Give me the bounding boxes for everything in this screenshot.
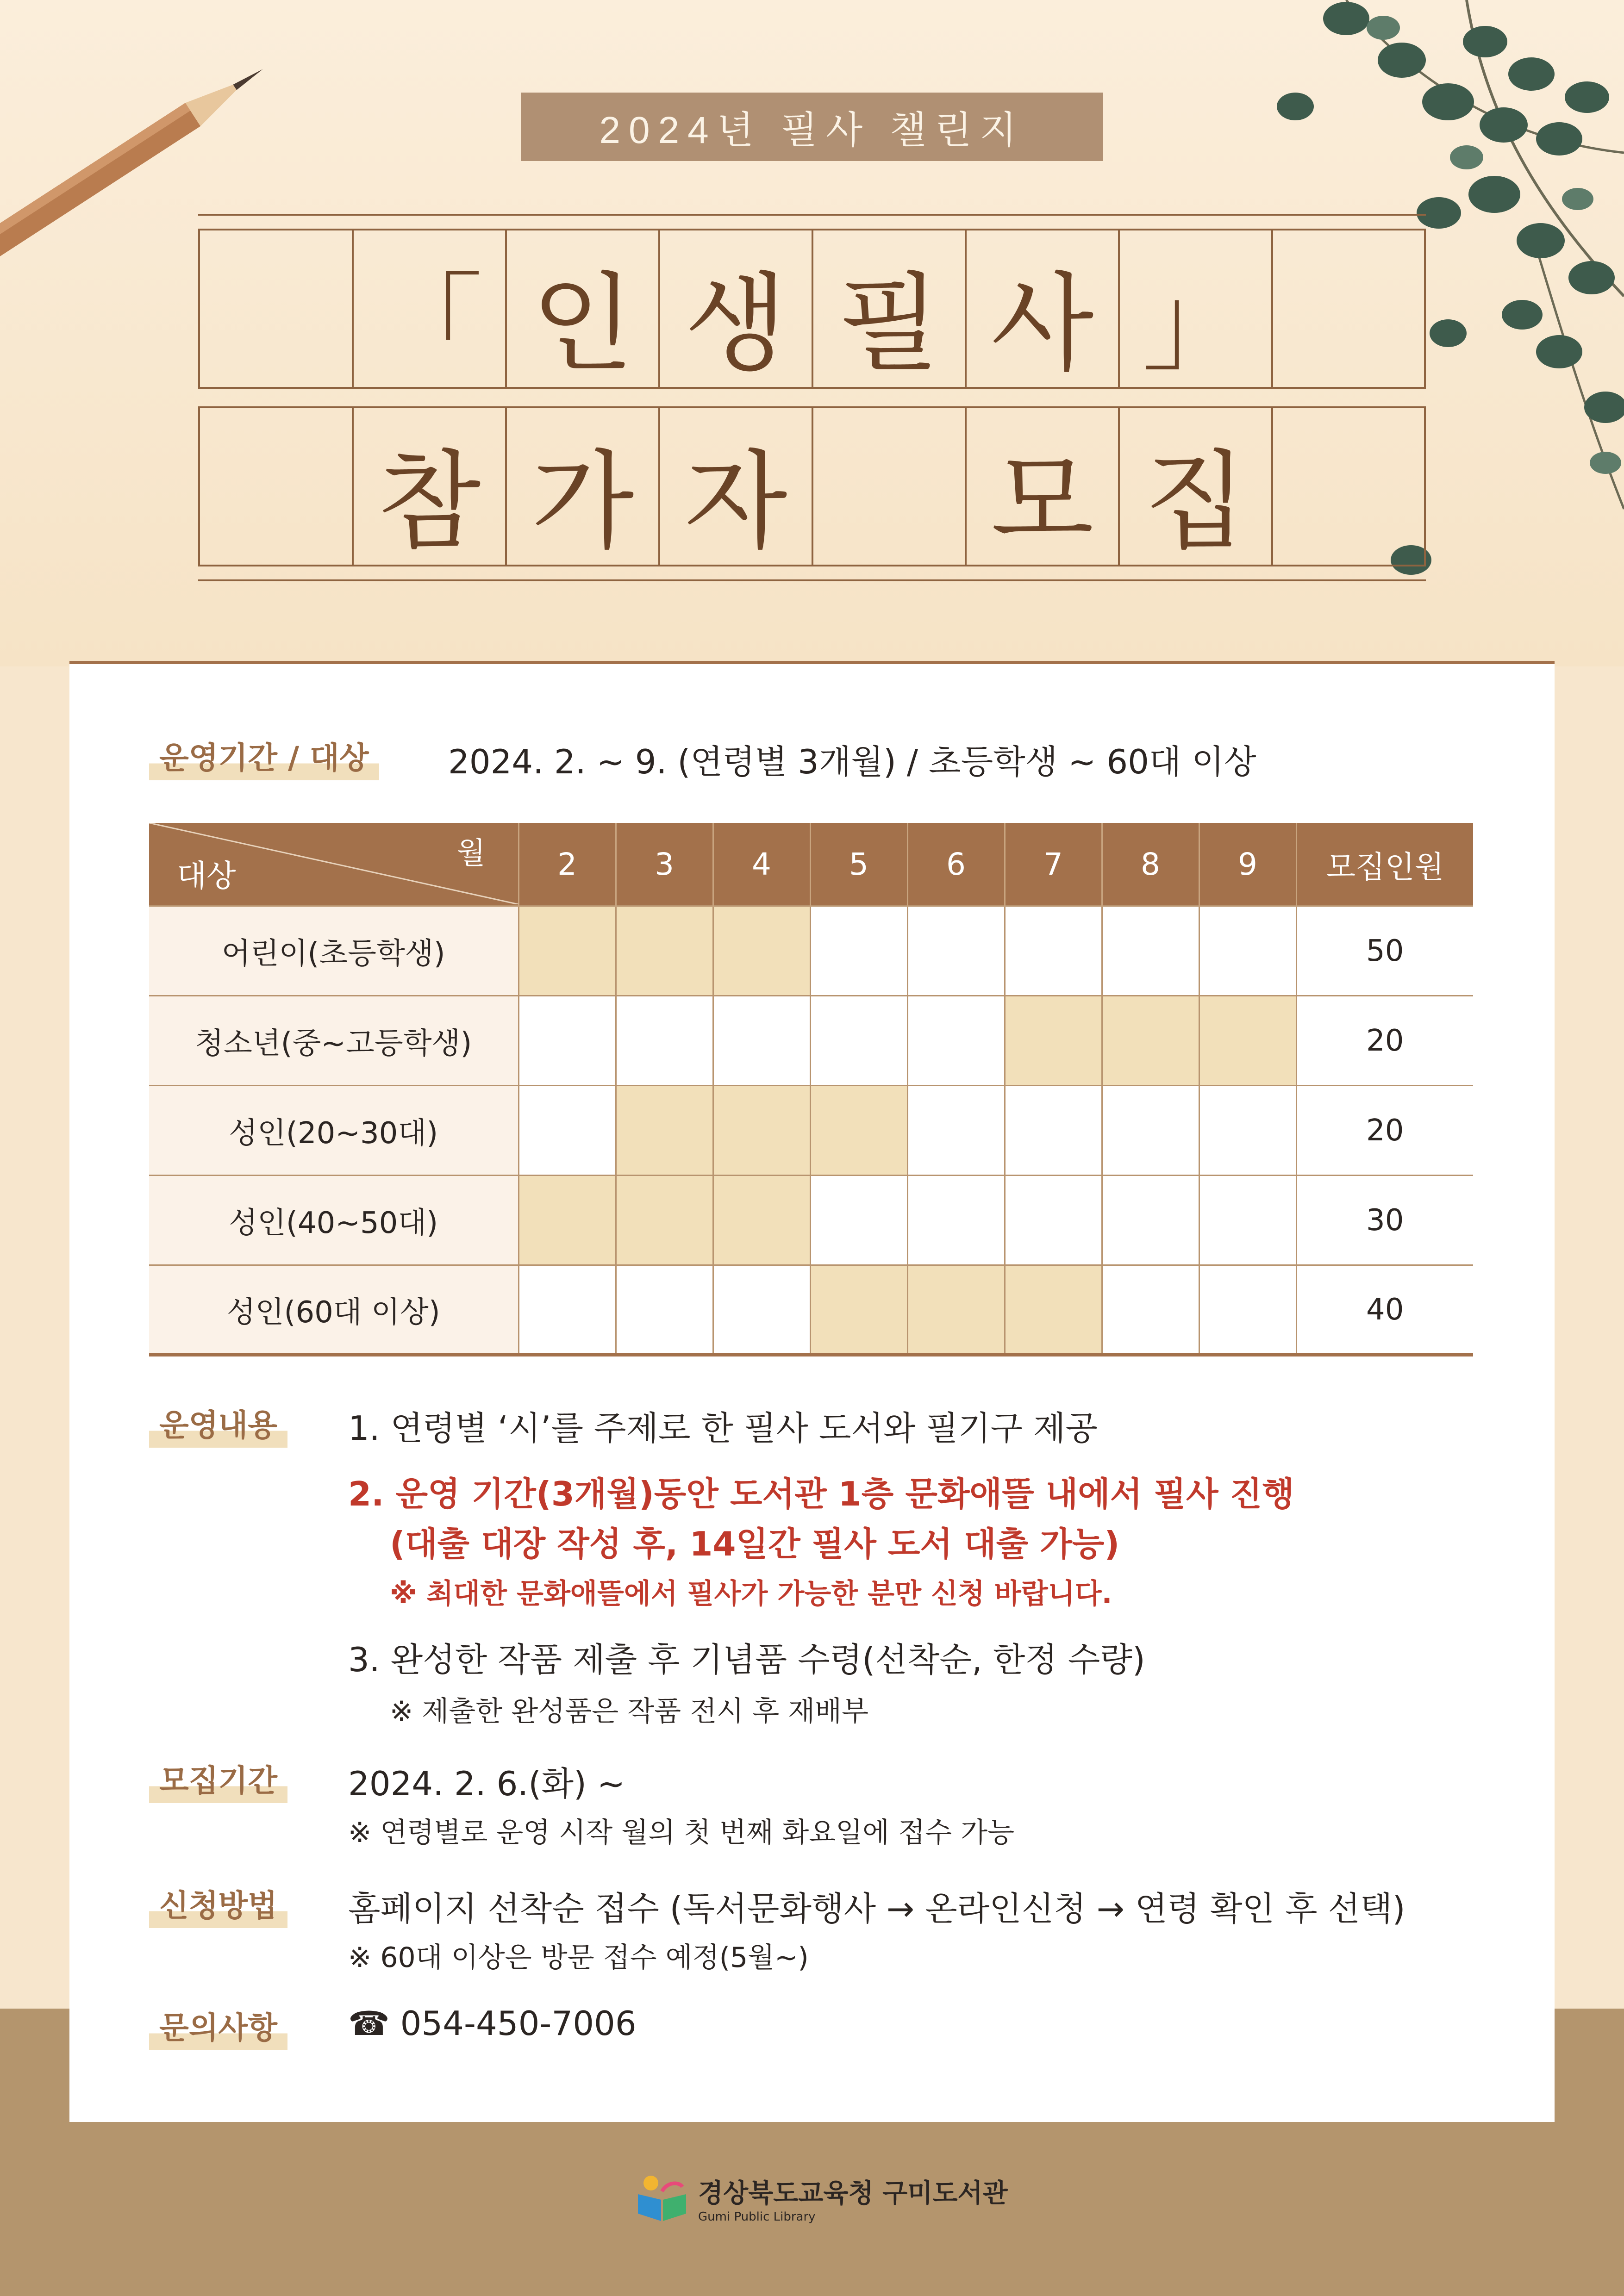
row-count: 40 — [1296, 1265, 1473, 1355]
corner-month-label: 월 — [456, 836, 486, 871]
row-count: 30 — [1296, 1176, 1473, 1265]
month-cell — [810, 906, 907, 996]
row-group: 성인(60대 이상) — [149, 1265, 518, 1355]
row-count: 20 — [1296, 1086, 1473, 1176]
month-cell — [1005, 906, 1102, 996]
title-char: 모 — [991, 440, 1094, 564]
month-header: 8 — [1102, 823, 1199, 906]
content-item-2-note: ※ 최대한 문화애뜰에서 필사가 가능한 분만 신청 바랍니다. — [390, 1578, 1112, 1610]
table-row — [149, 1086, 1473, 1176]
row-count: 20 — [1296, 996, 1473, 1086]
period-text: 2024. 2. ~ 9. (연령별 3개월) / 초등학생 ~ 60대 이상 — [448, 742, 1256, 781]
challenge-badge — [521, 93, 1103, 161]
count-header: 모집인원 — [1296, 823, 1473, 906]
month-cell — [713, 1176, 810, 1265]
table-row — [149, 1176, 1473, 1265]
table-row — [149, 1265, 1473, 1355]
title-char: 인 — [531, 262, 634, 386]
title-char: 자 — [684, 440, 787, 564]
month-cell — [1005, 1176, 1102, 1265]
content-item-1: 1. 연령별 ‘시’를 주제로 한 필사 도서와 필기구 제공 — [348, 1409, 1098, 1448]
schedule-table — [149, 823, 1473, 1356]
month-cell — [1102, 906, 1199, 996]
month-cell — [616, 1176, 713, 1265]
content-item-2-detail: (대출 대장 작성 후, 14일간 필사 도서 대출 가능) — [390, 1524, 1120, 1563]
month-cell — [616, 1086, 713, 1176]
month-cell — [518, 996, 616, 1086]
month-cell — [1102, 1265, 1199, 1355]
title-grid — [198, 214, 1426, 581]
month-cell — [907, 1265, 1005, 1355]
schedule-body — [149, 906, 1473, 1355]
apply-note: ※ 60대 이상은 방문 접수 예정(5월~) — [348, 1941, 809, 1974]
content-item-2: 2. 운영 기간(3개월)동안 도서관 1층 문화애뜰 내에서 필사 진행 — [348, 1475, 1294, 1513]
recruit-label: 모집기간 — [149, 1759, 287, 1803]
recruit-text: 2024. 2. 6.(화) ~ — [348, 1764, 625, 1803]
month-cell — [616, 996, 713, 1086]
month-header: 6 — [907, 823, 1005, 906]
content-item-3: 3. 완성한 작품 제출 후 기념품 수령(선착순, 한정 수량) — [348, 1640, 1145, 1679]
month-cell — [810, 996, 907, 1086]
table-header-row — [149, 823, 1473, 906]
contact-phone-row — [348, 2004, 637, 2043]
row-group: 성인(20~30대) — [149, 1086, 518, 1176]
month-cell — [1199, 1265, 1296, 1355]
library-name-en: Gumi Public Library — [698, 2210, 816, 2224]
badge-text: 2024년 필사 챌린지 — [599, 109, 1025, 151]
month-cell — [1102, 1086, 1199, 1176]
table-row — [149, 996, 1473, 1086]
apply-text: 홈페이지 선착순 접수 (독서문화행사 → 온라인신청 → 연령 확인 후 선택) — [348, 1889, 1405, 1928]
month-cell — [1199, 1176, 1296, 1265]
month-cell — [1199, 1086, 1296, 1176]
month-cell — [518, 1086, 616, 1176]
month-cell — [907, 1086, 1005, 1176]
library-emblem-icon — [634, 2173, 690, 2224]
month-header: 5 — [810, 823, 907, 906]
month-cell — [518, 1265, 616, 1355]
row-group: 어린이(초등학생) — [149, 906, 518, 996]
month-cell — [713, 996, 810, 1086]
month-header: 2 — [518, 823, 616, 906]
table-row — [149, 906, 1473, 996]
month-cell — [907, 996, 1005, 1086]
month-cell — [713, 1086, 810, 1176]
row-group: 성인(40~50대) — [149, 1176, 518, 1265]
corner-target-label: 대상 — [177, 858, 236, 894]
month-header: 3 — [616, 823, 713, 906]
library-logo — [634, 2173, 1008, 2224]
recruit-note: ※ 연령별로 운영 시작 월의 첫 번째 화요일에 접수 가능 — [348, 1817, 1015, 1849]
library-name: 경상북도교육청 구미도서관 — [698, 2178, 1008, 2209]
period-label: 운영기간 / 대상 — [149, 736, 379, 780]
title-char: 」 — [1142, 262, 1249, 386]
content-item-3-note: ※ 제출한 완성품은 작품 전시 후 재배부 — [390, 1695, 869, 1728]
month-cell — [713, 906, 810, 996]
month-cell — [1199, 996, 1296, 1086]
month-header: 9 — [1199, 823, 1296, 906]
month-cell — [518, 1176, 616, 1265]
content-label: 운영내용 — [149, 1403, 287, 1448]
month-header: 4 — [713, 823, 810, 906]
corner-header — [149, 823, 518, 906]
apply-label: 신청방법 — [149, 1884, 287, 1928]
month-cell — [1005, 1086, 1102, 1176]
title-char: 생 — [684, 262, 787, 386]
title-char: 「 — [376, 262, 483, 386]
title-char: 가 — [531, 440, 634, 564]
month-cell — [713, 1265, 810, 1355]
month-cell — [518, 906, 616, 996]
month-cell — [907, 1176, 1005, 1265]
month-cell — [1102, 996, 1199, 1086]
title-char: 사 — [991, 262, 1094, 386]
title-char: 참 — [378, 440, 481, 564]
phone-icon: ☎ — [348, 2004, 390, 2043]
title-char: 집 — [1144, 440, 1247, 564]
month-cell — [1005, 1265, 1102, 1355]
month-cell — [907, 906, 1005, 996]
contact-phone: 054-450-7006 — [400, 2004, 637, 2043]
title-char: 필 — [837, 262, 941, 386]
contact-label: 문의사항 — [149, 2006, 287, 2050]
month-cell — [616, 906, 713, 996]
month-cell — [810, 1086, 907, 1176]
month-cell — [810, 1176, 907, 1265]
row-count: 50 — [1296, 906, 1473, 996]
month-cell — [1005, 996, 1102, 1086]
month-cell — [616, 1265, 713, 1355]
month-cell — [810, 1265, 907, 1355]
month-cell — [1102, 1176, 1199, 1265]
row-group: 청소년(중~고등학생) — [149, 996, 518, 1086]
month-header: 7 — [1005, 823, 1102, 906]
month-cell — [1199, 906, 1296, 996]
